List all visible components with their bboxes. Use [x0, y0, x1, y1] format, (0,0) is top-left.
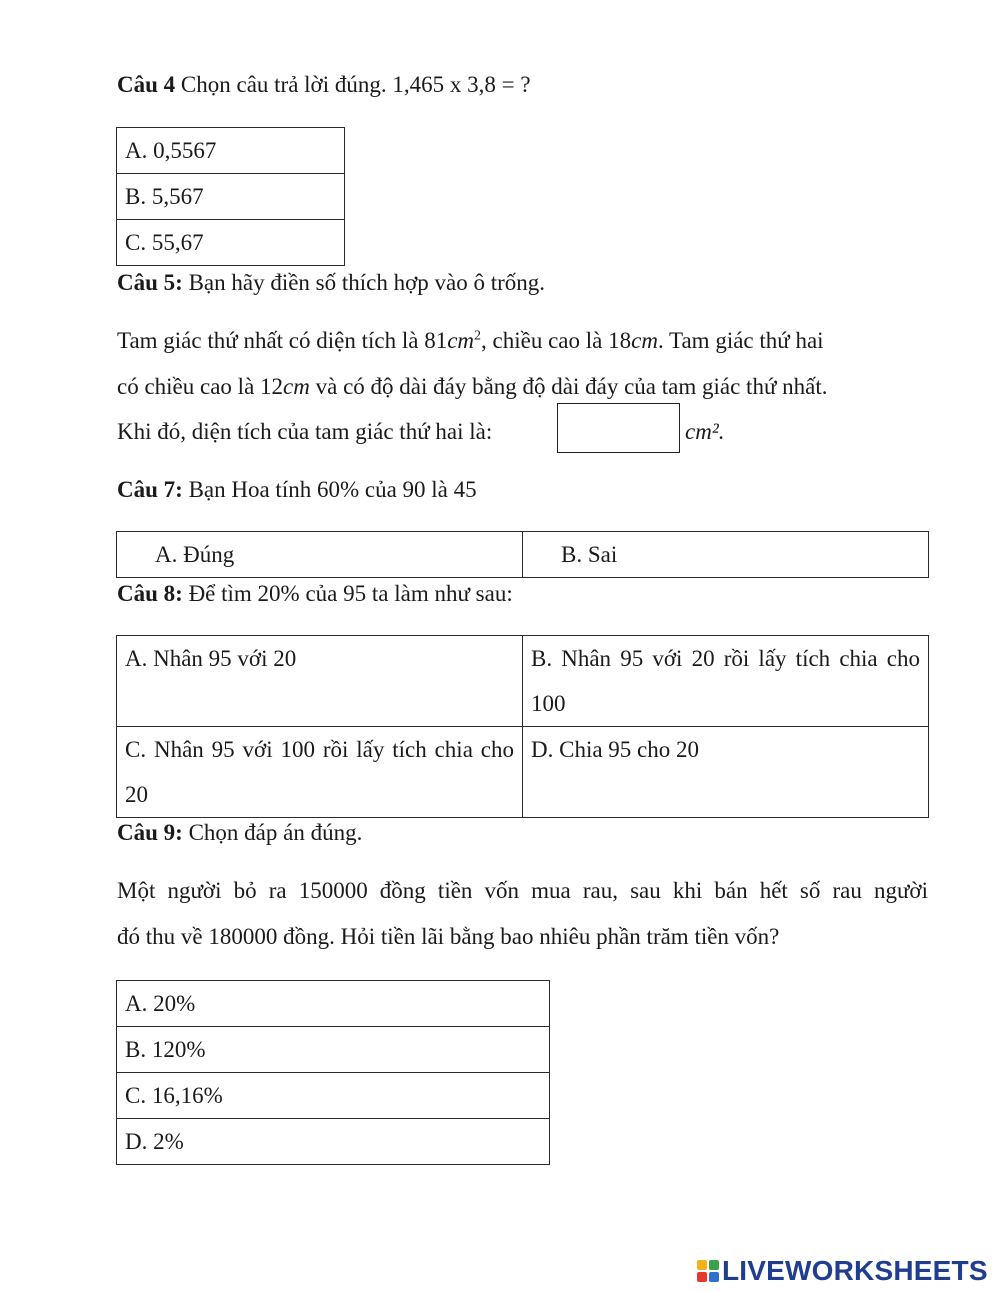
logo-square-1 [697, 1260, 707, 1270]
question-7-heading [117, 477, 477, 503]
q9-option-b[interactable]: B. 120% [117, 1027, 550, 1073]
question-8-options [116, 635, 929, 818]
question-4-options [116, 127, 345, 266]
liveworksheets-logo [697, 1255, 988, 1287]
question-5-paragraph-line-1 [117, 328, 824, 354]
question-9-paragraph-line-1: Một người bỏ ra 150000 đồng tiền vốn mua rau, sau khi bán hết số rau người [117, 878, 928, 903]
question-7-label: Câu 7: [117, 477, 183, 502]
q9-option-c[interactable]: C. 16,16% [117, 1073, 550, 1119]
q4-option-c[interactable]: C. 55,67 [117, 220, 345, 266]
q7-option-a[interactable]: A. Đúng [117, 532, 523, 578]
q5-p1-unit2: cm [631, 328, 658, 353]
question-5-text: Bạn hãy điền số thích hợp vào ô trống. [182, 270, 546, 295]
question-5-paragraph-line-2 [117, 374, 828, 400]
q5-p2-a: có chiều cao là 12 [117, 374, 284, 399]
logo-square-3 [697, 1272, 707, 1282]
question-9-label: Câu 9: [117, 820, 183, 845]
question-9-options [116, 980, 550, 1165]
question-8-heading [117, 581, 513, 607]
question-5-paragraph-line-3: Khi đó, diện tích của tam giác thứ hai là: [117, 419, 493, 444]
question-4-heading [117, 72, 531, 98]
q4-option-a[interactable]: A. 0,5567 [117, 128, 345, 174]
q5-p2-b: và có độ dài đáy bằng độ dài đáy của tam giác thứ nhất. [309, 374, 828, 399]
q5-answer-input[interactable] [557, 403, 680, 453]
question-5-label: Câu 5: [117, 270, 183, 295]
q8-option-c[interactable]: C. Nhân 95 với 100 rồi lấy tích chia cho 20 [117, 727, 523, 818]
q9-option-d[interactable]: D. 2% [117, 1119, 550, 1165]
q8-option-a[interactable]: A. Nhân 95 với 20 [117, 636, 523, 727]
question-8-label: Câu 8: [117, 581, 183, 606]
logo-square-4 [709, 1272, 719, 1282]
question-4-text: Chọn câu trả lời đúng. 1,465 x 3,8 = ? [175, 72, 531, 97]
q9-option-a[interactable]: A. 20% [117, 981, 550, 1027]
question-9-paragraph-line-2: đó thu về 180000 đồng. Hỏi tiền lãi bằng bao nhiêu phần trăm tiền vốn? [117, 924, 780, 949]
q5-p1-b: , chiều cao là 18 [481, 328, 632, 353]
q7-option-b[interactable]: B. Sai [523, 532, 929, 578]
question-9-text: Chọn đáp án đúng. [182, 820, 363, 845]
q5-p1-sup: 2 [474, 328, 482, 344]
q4-option-b[interactable]: B. 5,567 [117, 174, 345, 220]
question-4-label: Câu 4 [117, 72, 176, 97]
logo-square-2 [709, 1260, 719, 1270]
question-7-options [116, 531, 929, 578]
question-8-text: Để tìm 20% của 95 ta làm như sau: [182, 581, 513, 606]
q8-option-b[interactable]: B. Nhân 95 với 20 rồi lấy tích chia cho 100 [523, 636, 929, 727]
q5-p1-a: Tam giác thứ nhất có diện tích là 81 [117, 328, 448, 353]
question-5-heading [117, 270, 545, 296]
question-9-heading [117, 820, 362, 846]
logo-text: LIVEWORKSHEETS [722, 1255, 988, 1286]
q5-unit-after: cm². [685, 419, 725, 444]
q5-p1-unit1: cm [447, 328, 475, 353]
logo-mark-icon [697, 1260, 719, 1282]
question-7-text: Bạn Hoa tính 60% của 90 là 45 [182, 477, 477, 502]
q8-option-d[interactable]: D. Chia 95 cho 20 [523, 727, 929, 818]
q5-p1-c: . Tam giác thứ hai [657, 328, 824, 353]
q5-p2-unit: cm [283, 374, 310, 399]
